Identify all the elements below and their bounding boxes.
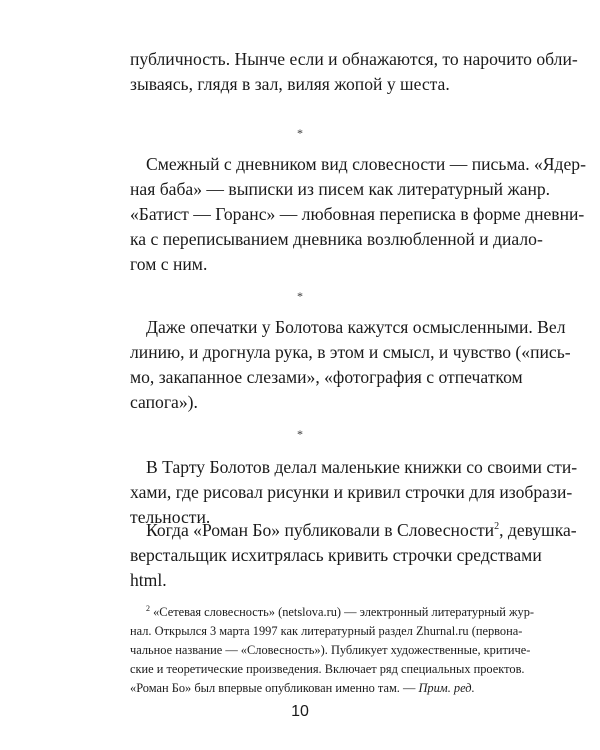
paragraph-5-line-2: верстальщик исхитрялась кривить строчки средствами bbox=[130, 545, 542, 565]
paragraph-3-line-2: линию, и дрогнула рука, в этом и смысл, и чувство («пись- bbox=[130, 342, 571, 362]
paragraph-5-line-3: html. bbox=[130, 570, 167, 590]
paragraph-4-line-2: хами, где рисовал рисунки и кривил строчки для изобрази- bbox=[130, 482, 573, 502]
footnote-line-2: нал. Открылся 3 марта 1997 как литературный раздел Zhurnal.ru (первона- bbox=[130, 624, 523, 638]
footnote-number: 2 bbox=[146, 603, 150, 613]
paragraph-3-line-4: сапога»). bbox=[130, 392, 198, 412]
editor-note: Прим. ред. bbox=[418, 681, 475, 695]
paragraph-1-line-1: публичность. Нынче если и обнажаются, то нарочито обли- bbox=[130, 49, 578, 69]
footnote-line-5: «Роман Бо» был впервые опубликован именно там. — Прим. ред. bbox=[130, 681, 475, 695]
footnote-line-3: чальное название — «Словесность»). Публикует художественные, критиче- bbox=[130, 643, 531, 657]
paragraph-2-line-2: ная баба» — выписки из писем как литературный жанр. bbox=[130, 179, 551, 199]
footnote-line-1: $^2$ «Сетевая словесность» (netslova.ru) — электронный литературный жур- bbox=[146, 603, 535, 619]
page-number: 10 bbox=[291, 703, 309, 720]
footnote-line-4: ские и теоретические произведения. Включает ряд специальных проектов. bbox=[130, 662, 525, 676]
section-separator: * bbox=[297, 289, 303, 303]
paragraph-3-line-3: мо, закапанное слезами», «фотография с отпечатком bbox=[130, 367, 523, 387]
paragraph-1-line-2: зываясь, глядя в зал, виляя жопой у шеста. bbox=[130, 74, 450, 94]
paragraph-2-line-3: «Батист — Горанс» — любовная переписка в форме дневни- bbox=[130, 204, 585, 224]
paragraph-2-line-1: Смежный с дневником вид словесности — письма. «Ядер- bbox=[146, 154, 586, 174]
paragraph-3-line-1: Даже опечатки у Болотова кажутся осмысленными. Вел bbox=[146, 317, 566, 337]
section-separator: * bbox=[297, 126, 303, 140]
paragraph-2-line-5: гом с ним. bbox=[130, 254, 208, 274]
paragraph-4-line-3: тельности. bbox=[130, 507, 211, 527]
paragraph-4-line-1: В Тарту Болотов делал маленькие книжки со своими сти- bbox=[146, 457, 578, 477]
paragraph-5-line-1: Когда «Роман Бо» публиковали в Словесности$^2$, девушка- bbox=[146, 520, 577, 540]
paragraph-2-line-4: ка с переписыванием дневника возлюбленной и диало- bbox=[130, 229, 543, 249]
section-separator: * bbox=[297, 427, 303, 441]
footnote-reference[interactable]: 2 bbox=[494, 521, 500, 533]
